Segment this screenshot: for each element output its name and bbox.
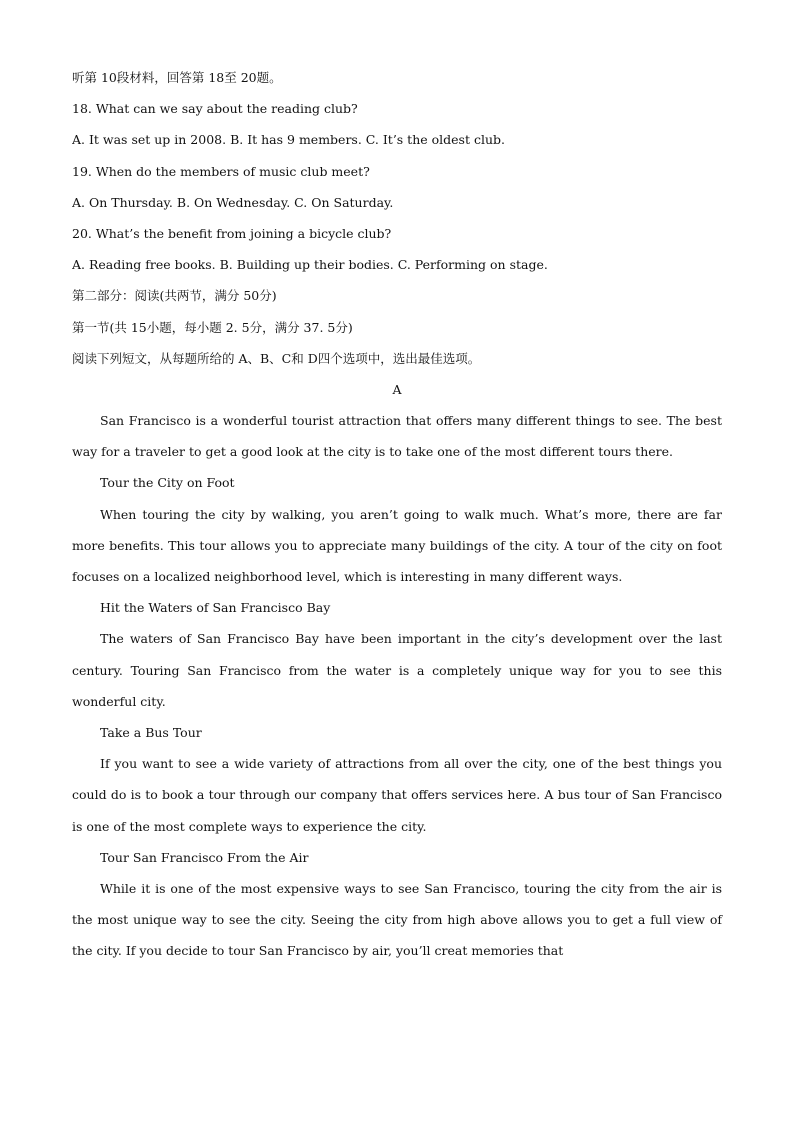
- question-18-options: A. It was set up in 2008. B. It has 9 members. C. It’s the oldest club.: [72, 132, 505, 148]
- question-19-options: A. On Thursday. B. On Wednesday. C. On Saturday.: [72, 194, 394, 210]
- listening-intro: 听第 10段材料，回答第 18至 20题。: [72, 70, 282, 85]
- section-body-bus: If you want to see a wide variety of attractions from all over the city, one of the best things you could do is to book a tour through our company that offers services here. A bus tour of San Francisco is one of the most complete ways to experience the city.: [72, 756, 722, 834]
- section-body-foot: When touring the city by walking, you aren’t going to walk much. What’s more, there are far more benefits. This tour allows you to appreciate many buildings of the city. A tour of the city on foot focuses on a localized neighborhood level, which is interesting in many different ways.: [72, 506, 722, 585]
- section-heading-bus: Take a Bus Tour: [100, 725, 202, 741]
- question-18: 18. What can we say about the reading club?: [72, 101, 358, 117]
- section-heading-foot: Tour the City on Foot: [100, 475, 235, 491]
- section-body-waters: The waters of San Francisco Bay have been important in the city’s development over the last century. Touring San Francisco from the water is a completely unique way for you to see this wonderful city.: [72, 631, 722, 709]
- document-page: [72, 62, 722, 967]
- question-20: 20. What’s the benefit from joining a bicycle club?: [72, 225, 392, 241]
- reading-instruction: 阅读下列短文，从每题所给的 A、B、C和 D四个选项中，选出最佳选项。: [72, 350, 481, 366]
- section-heading-waters: Hit the Waters of San Francisco Bay: [100, 600, 331, 616]
- question-19: 19. When do the members of music club meet?: [72, 163, 370, 179]
- section-heading-air: Tour San Francisco From the Air: [100, 849, 309, 865]
- intro-paragraph: San Francisco is a wonderful tourist attraction that offers many different things to see. The best way for a traveler to get a good look at the city is to take one of the most different tours there.: [72, 413, 722, 460]
- passage-label: A: [392, 381, 402, 397]
- question-20-options: A. Reading free books. B. Building up their bodies. C. Performing on stage.: [72, 257, 548, 273]
- reading-part-title: 第二部分：阅读(共两节，满分 50分): [72, 288, 277, 304]
- section-body-air: While it is one of the most expensive ways to see San Francisco, touring the city from the air is the most unique way to see the city. Seeing the city from high above allows you to get a full view of the city. If you decide to tour San Francisco by air, you’ll creat memories that: [72, 881, 722, 959]
- reading-section-title: 第一节(共 15小题，每小题 2. 5分，满分 37. 5分): [72, 319, 353, 335]
